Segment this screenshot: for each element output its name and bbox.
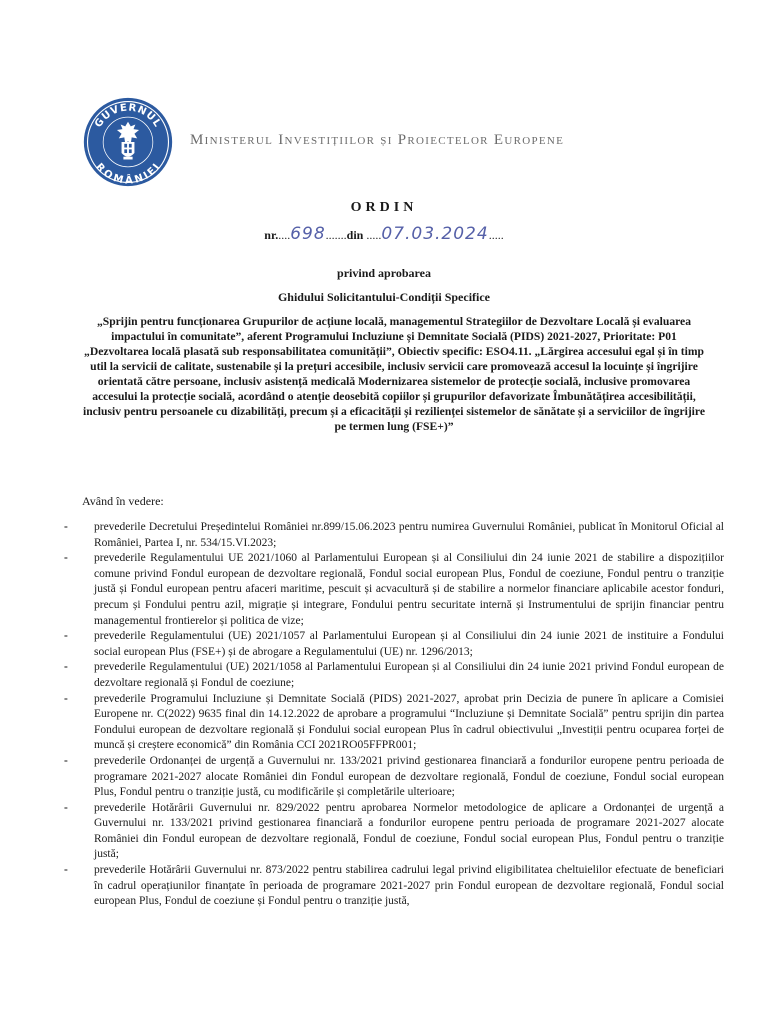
- considering-intro: Având în vedere:: [82, 494, 164, 508]
- list-item: - prevederile Programului Incluziune și Demnitate Socială (PIDS) 2021-2027, aprobat prin Decizia de punere în aplicare a Comisiei Europene nr. C(2022) 9635 final din 14.12.2022 de aprobare a programului “Incluziune și Demnitate Socială” pentru sprijin din partea Fondului european de dezvoltare regională și Fondului social european Plus în cadrul obiectivului „Investiții pentru ocuparea forței de muncă și creștere economică” din România CCI 2021RO05FFPR001;: [64, 692, 724, 754]
- order-date: 07.03.2024: [381, 224, 489, 244]
- order-date-prefix: din: [346, 228, 364, 242]
- order-subtitle-line2: Ghidului Solicitantului-Condiții Specifice: [277, 290, 491, 304]
- seal-text-bottom: ROMÂNIEI: [93, 161, 163, 187]
- list-item: - prevederile Regulamentului (UE) 2021/1058 al Parlamentului European și al Consiliului din 24 iunie 2021 privind Fondul european de dezvoltare regională și Fondul de coeziune;: [64, 660, 724, 691]
- order-number-prefix: nr.: [264, 228, 279, 242]
- list-item: - prevederile Ordonanței de urgență a Guvernului nr. 133/2021 privind gestionarea financiară a fondurilor europene pentru perioada de programare 2021-2027 alocate României din Fondul european de dezvoltare regională, Fondul de coeziune, Fondul social european Plus, Fondul pentru o tranziție justă, cu modificările și completările ulterioare;: [64, 754, 724, 801]
- government-seal-logo: [82, 96, 174, 188]
- seal-text-top: GUVERNUL: [93, 102, 163, 130]
- document-header: [82, 96, 722, 192]
- list-item: - prevederile Decretului Președintelui României nr.899/15.06.2023 pentru numirea Guvernului României, publicat în Monitorul Oficial al României, Partea I, nr. 534/15.VI.2023;: [64, 520, 724, 551]
- list-item: - prevederile Hotărârii Guvernului nr. 829/2022 pentru aprobarea Normelor metodologice de aplicare a Ordonanței de urgență a Guvernului nr. 133/2021 privind gestionarea financiară a fondurilor europene pentru perioada de programare 2021-2027 alocate României din Fondul european de dezvoltare regională, Fondul de coeziune, Fondul social european Plus, Fondul pentru o tranziție justă;: [64, 801, 724, 863]
- list-item: - prevederile Hotărârii Guvernului nr. 873/2022 pentru stabilirea cadrului legal privind eligibilitatea cheltuielilor efectuate de beneficiari în cadrul operațiunilor finanțate în perioada de programare 2021-2027 prin Fondul european de dezvoltare regională, Fondul social european Plus, Fondul de coeziune și Fondul pentru o tranziție justă,: [64, 863, 724, 910]
- order-subtitle-line1: privind aprobarea: [337, 266, 431, 280]
- order-number: 698: [290, 224, 326, 244]
- list-item: - prevederile Regulamentului UE 2021/1060 al Parlamentului European și al Consiliului din 24 iunie 2021 de stabilire a dispozițiilor comune privind Fondul european de dezvoltare regională, Fondul social european Plus, Fondul de coeziune, Fondul pentru o tranziție justă și Fondul european pentru afaceri maritime, pescuit și acvacultură și de stabilire a normelor financiare aplicabile acestor fonduri, precum și Fondului pentru azil, migrație și integrare, Fondului pentru securitate internă și Instrumentului de sprijin financiar pentru managementul frontierelor și politica de vize;: [64, 551, 724, 629]
- order-subject: „Sprijin pentru funcționarea Grupurilor de acțiune locală, managementul Strategiilor de Dezvoltare Locală și evaluarea impactului în comunitate”, aferent Programului Incluziune și Demnitate Socială (PIDS) 2021-2027, Prioritate: P01 „Dezvoltarea locală plasată sub responsabilitatea comunității”, Obiectiv specific: ESO4.11. „Lărgirea accesului egal și în timp util la servicii de calitate, sustenabile și la prețuri accesibile, inclusiv servicii care promovează accesul la locuințe și îngrijire orientată către persoane, inclusiv asistență medicală Modernizarea sistemelor de protecție socială, inclusive promovarea accesului la protecție socială, acordând o atenție deosebită copiilor și grupurilor defavorizate Îmbunătățirea accesibilității, inclusiv pentru persoanele cu dizabilități, precum și a eficacității și rezilienței sistemelor de sănătate și a serviciilor de îngrijire pe termen lung (FSE+)”: [82, 315, 705, 433]
- order-number-line: nr.....698.......din .....07.03.2024.....: [264, 224, 504, 244]
- considering-list: [64, 520, 724, 910]
- ministry-name: Ministerul Investițiilor și Proiectelor Europene: [190, 132, 565, 148]
- order-title: ORDIN: [350, 200, 418, 215]
- list-item: - prevederile Regulamentului (UE) 2021/1057 al Parlamentului European și al Consiliului din 24 iunie 2021 de instituire a Fondului social european Plus (FSE+) și de abrogare a Regulamentului (UE) nr. 1296/2013;: [64, 629, 724, 660]
